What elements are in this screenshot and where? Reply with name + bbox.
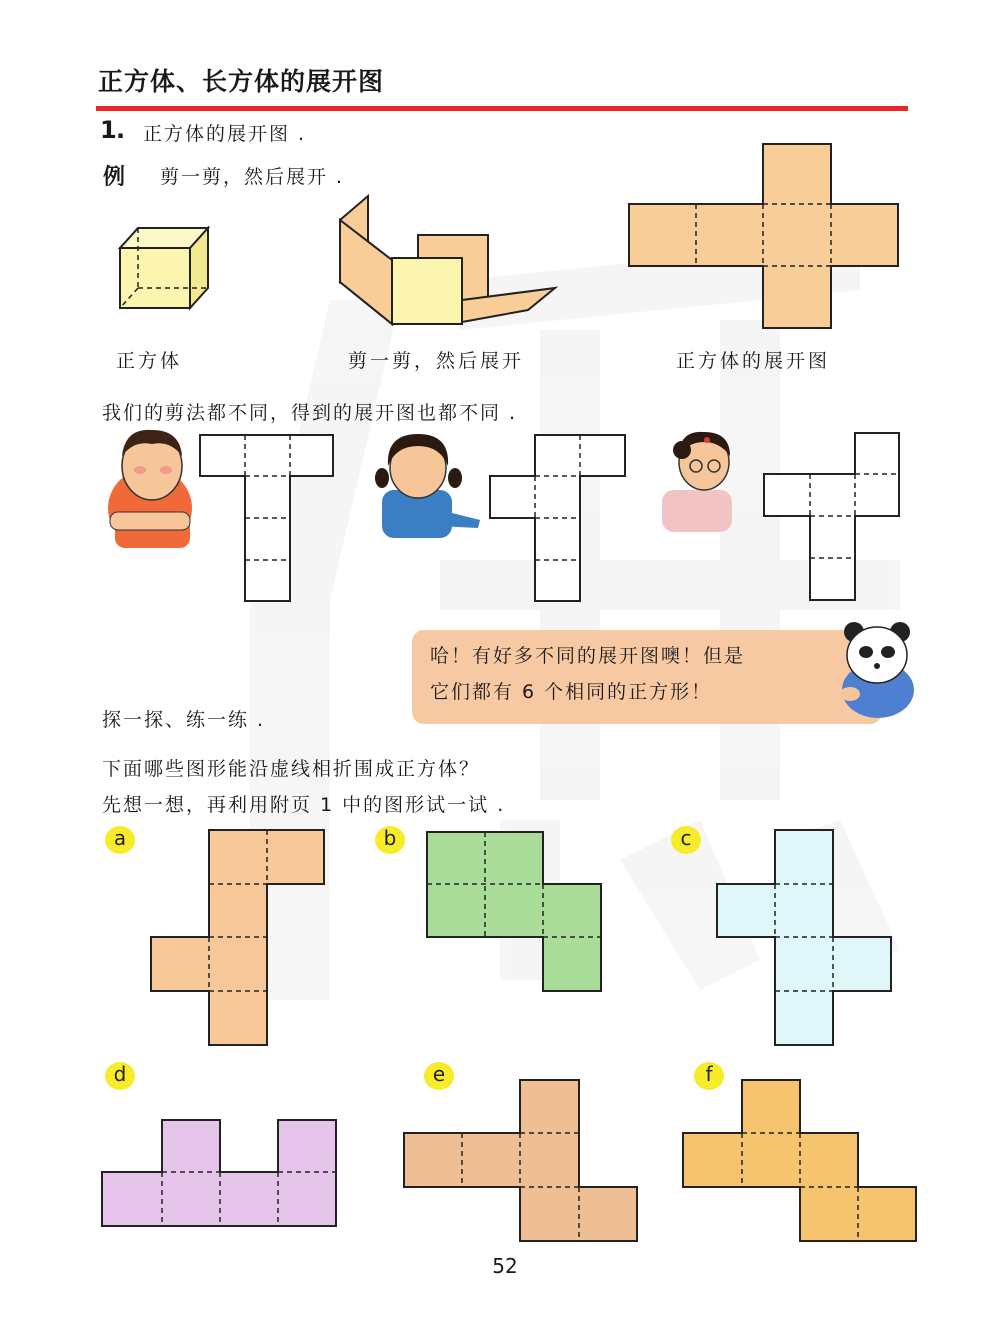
question-line-1: 下面哪些图形能沿虚线相折围成正方体？ — [102, 758, 481, 780]
section-title: 正方体的展开图 . — [143, 123, 307, 145]
label-badge-c: c — [671, 826, 701, 854]
net-d-icon — [102, 1120, 336, 1226]
explore-heading: 探一探、练一练 . — [102, 709, 266, 731]
net-a-icon — [151, 830, 324, 1045]
page-number: 52 — [492, 1254, 518, 1278]
caption-cube: 正方体 — [116, 350, 183, 372]
net-b-icon — [427, 832, 601, 991]
bubble-line-1: 哈！有好多不同的展开图噢！但是 — [430, 645, 746, 667]
net-e-icon — [404, 1080, 637, 1241]
net-c-icon — [717, 830, 891, 1045]
page-title: 正方体、长方体的展开图 — [98, 67, 385, 96]
label-badge-e: e — [424, 1062, 454, 1090]
bubble-line-2: 它们都有 6 个相同的正方形！ — [430, 681, 713, 703]
section-number: 1 — [100, 116, 117, 144]
caption-cut-unfold: 剪一剪，然后展开 — [348, 350, 525, 372]
label-badge-a: a — [105, 826, 135, 854]
example-instruction: 剪一剪，然后展开 . — [160, 166, 345, 188]
different-cuts-text: 我们的剪法都不同，得到的展开图也都不同 . — [102, 402, 518, 424]
net-f-icon — [683, 1080, 916, 1241]
label-badge-b: b — [375, 826, 405, 854]
caption-net: 正方体的展开图 — [676, 350, 831, 372]
section-number-dot: . — [116, 116, 126, 144]
label-badge-d: d — [105, 1062, 135, 1090]
example-label: 例 — [103, 165, 126, 190]
label-badge-f: f — [694, 1062, 724, 1090]
question-line-2: 先想一想，再利用附页 1 中的图形试一试 . — [102, 794, 506, 816]
